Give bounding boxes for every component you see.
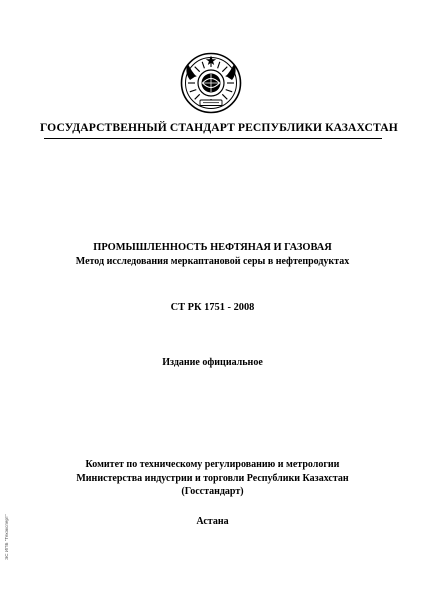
edition-label: Издание официальное [162, 357, 263, 368]
standard-code: СТ РК 1751 - 2008 [170, 302, 255, 313]
issuer-line-2: Министерства индустрии и торговли Республики Казахстан [76, 472, 349, 484]
issuer-line-3: (Госстандарт) [181, 486, 244, 497]
city-label: Астана [196, 516, 229, 527]
document-title: ПРОМЫШЛЕННОСТЬ НЕФТЯНАЯ И ГАЗОВАЯ [93, 242, 332, 253]
header-divider [44, 138, 382, 139]
issuer-line-1: Комитет по техническому регулированию и метрологии [85, 459, 340, 470]
state-emblem-icon [180, 52, 242, 114]
standard-header-title: ГОСУДАРСТВЕННЫЙ СТАНДАРТ РЕСПУБЛИКИ КАЗАХСТАН [40, 121, 398, 134]
document-subtitle: Метод исследования меркаптановой серы в нефтепродуктах [75, 256, 350, 267]
source-watermark: ЭС ИПБ "Техэксперт" [4, 514, 9, 560]
issuer-block [20, 458, 405, 499]
